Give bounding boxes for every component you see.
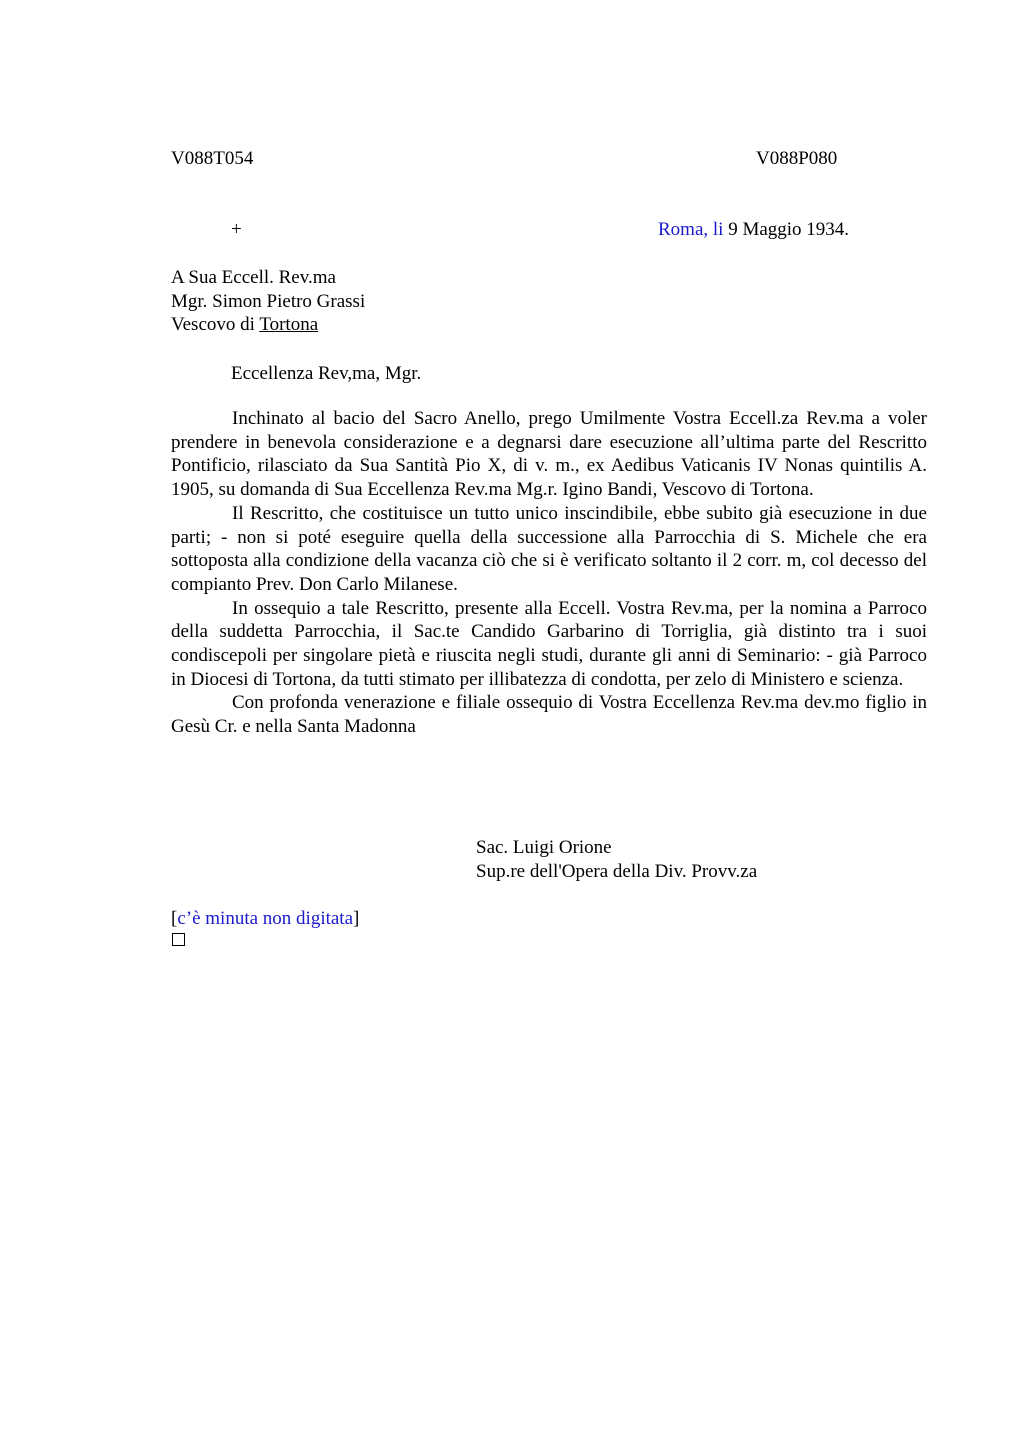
note-close-bracket: ] [353,908,360,929]
note-open-bracket: [ [171,908,178,929]
body-paragraph-2: Il Rescritto, che costituisce un tutto unico inscindibile, ebbe subito già esecuzione in due parti; - non si poté eseguire quella della successione alla Parrocchia di S. Michele che era sottoposta alla condizione della vacanza ciò che si è verificato soltanto il 2 corr. m, col decesso del compianto Prev. Don Carlo Milanese. [171,502,927,595]
signature-title: Sup.re dell'Opera della Div. Provv.za [476,861,758,882]
right-archive-code: V088P080 [756,148,838,169]
body-paragraph-4: Con profonda venerazione e filiale ossequio di Vostra Eccellenza Rev.ma dev.mo figlio in Gesù Cr. e nella Santa Madonna [171,692,927,738]
addressee-line-3-prefix: Vescovo di [171,314,260,335]
editorial-note [171,907,359,931]
dateline-place: Roma, li [658,219,724,240]
body-paragraph-3: In ossequio a tale Rescritto, presente alla Eccell. Vostra Rev.ma, per la nomina a Parroco della suddetta Parrocchia, il Sac.te Candido Garbarino di Torriglia, già distinto tra i suoi condiscepoli per singolare pietà e riuscita negli studi, durante gli anni di Seminario: - già Parroco in Diocesi di Tortona, da tutti stimato per illibatezza di condotta, per zelo di Ministero e scienza. [171,597,927,690]
letter-body [171,407,927,739]
cross-symbol: + [231,219,242,240]
addressee-line-1: A Sua Eccell. Rev.ma [171,267,336,288]
note-text: c’è minuta non digitata [177,908,354,929]
signature-name: Sac. Luigi Orione [476,837,612,858]
empty-box-symbol [172,933,185,946]
addressee-line-3 [171,313,318,337]
salutation: Eccellenza Rev,ma, Mgr. [231,363,422,384]
addressee-line-2: Mgr. Simon Pietro Grassi [171,291,366,312]
dateline-date: 9 Maggio 1934. [728,219,850,240]
addressee-place: Tortona [259,314,319,335]
dateline [658,218,849,242]
body-paragraph-1: Inchinato al bacio del Sacro Anello, prego Umilmente Vostra Eccell.za Rev.ma a voler prendere in benevola considerazione e a degnarsi dare esecuzione all’ultima parte del Rescritto Pontificio, rilasciato da Sua Santità Pio X, di v. m., ex Aedibus Vaticanis IV Nonas quintilis A. 1905, su domanda di Sua Eccellenza Rev.ma Mg.r. Igino Bandi, Vescovo di Tortona. [171,408,927,501]
left-archive-code: V088T054 [171,148,254,169]
